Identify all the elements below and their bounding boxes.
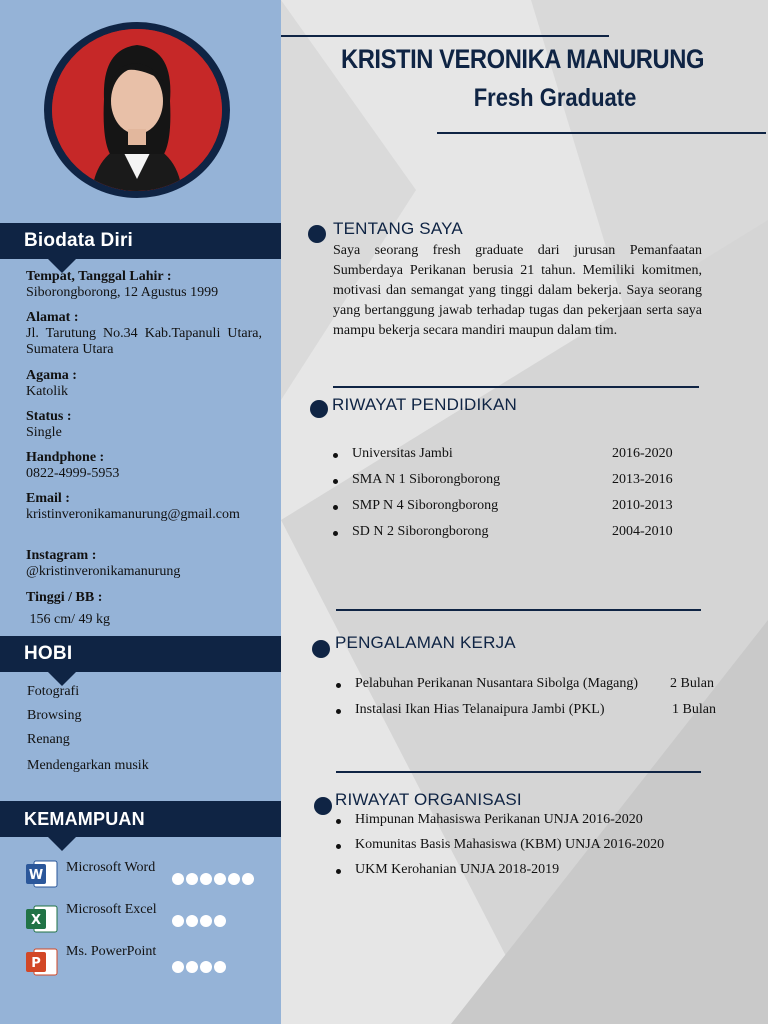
kemampuan-title: KEMAMPUAN <box>24 809 145 829</box>
rating-dot <box>214 961 226 973</box>
bullet <box>336 869 341 874</box>
rating-dot <box>186 961 198 973</box>
bullet <box>336 819 341 824</box>
section-title-organisasi: RIWAYAT ORGANISASI <box>335 790 522 809</box>
education-name: SMP N 4 Siborongborong <box>352 498 499 513</box>
skill-rating <box>172 915 226 927</box>
organization-name: Komunitas Basis Mahasiswa (KBM) UNJA 2016-2020 <box>355 837 665 852</box>
education-year: 2016-2020 <box>612 446 673 461</box>
section-title-pendidikan: RIWAYAT PENDIDIKAN <box>332 395 517 414</box>
section-title-tentang: TENTANG SAYA <box>333 219 463 238</box>
bio-value: Siborongborong, 12 Agustus 1999 <box>26 285 219 300</box>
header-rule-bottom <box>437 132 766 134</box>
bio-value: kristinveronikamanurung@gmail.com <box>26 507 240 522</box>
excel-icon <box>26 905 58 933</box>
bio-label: Tinggi / BB : <box>26 590 103 605</box>
rating-dot <box>200 873 212 885</box>
section-divider <box>333 386 699 388</box>
bullet <box>336 709 341 714</box>
skill-rating <box>172 873 254 885</box>
job-title: Fresh Graduate <box>473 84 637 112</box>
rating-dot <box>242 873 254 885</box>
experience-list <box>336 676 736 728</box>
full-name: KRISTIN VERONIKA MANURUNG <box>341 44 704 74</box>
bio-height-weight <box>26 590 262 628</box>
bio-value: 156 cm/ 49 kg <box>26 612 110 627</box>
bio-label: Status : <box>26 409 72 424</box>
rating-dot <box>200 961 212 973</box>
experience-duration: 2 Bulan <box>670 676 714 691</box>
bullet <box>336 844 341 849</box>
section-divider <box>336 609 701 611</box>
hobby-item: Renang <box>27 732 70 747</box>
biodata-banner <box>0 223 281 259</box>
bio-phone <box>26 450 262 482</box>
list-item <box>333 498 703 524</box>
kemampuan-banner <box>0 801 281 837</box>
bio-religion <box>26 368 262 400</box>
bio-value: @kristinveronikamanurung <box>26 564 181 579</box>
bio-label: Tempat, Tanggal Lahir : <box>26 269 172 284</box>
bio-label: Instagram : <box>26 548 97 563</box>
hobi-banner <box>0 636 281 672</box>
education-name: SD N 2 Siborongborong <box>352 524 489 539</box>
education-name: Universitas Jambi <box>352 446 453 461</box>
bio-label: Agama : <box>26 368 77 383</box>
about-text: Saya seorang fresh graduate dari jurusan Pemanfaatan Sumberdaya Perikanan berusia 21 tahun. Memiliki komitmen, motivasi dan semangat yang tinggi dalam bekerja. Saya seorang yang bertanggung jawab terhadap tugas dan pekerjaan serta saya mampu bekerja secara mandiri maupun dalam tim. <box>333 243 702 338</box>
biodata-title: Biodata Diri <box>24 230 134 251</box>
banner-notch <box>48 837 76 851</box>
bullet <box>333 479 338 484</box>
section-divider <box>336 771 701 773</box>
experience-name: Pelabuhan Perikanan Nusantara Sibolga (Magang) <box>355 676 639 691</box>
hobby-item: Browsing <box>27 708 82 723</box>
list-item <box>333 446 703 472</box>
rating-dot <box>214 873 226 885</box>
education-year: 2013-2016 <box>612 472 673 487</box>
bio-label: Email : <box>26 491 70 506</box>
rating-dot <box>214 915 226 927</box>
rating-dot <box>228 873 240 885</box>
profile-photo <box>52 29 222 191</box>
section-marker <box>314 797 332 815</box>
bio-label: Handphone : <box>26 450 105 465</box>
education-year: 2004-2010 <box>612 524 673 539</box>
header-rule-top <box>281 35 609 37</box>
section-marker <box>308 225 326 243</box>
rating-dot <box>172 873 184 885</box>
bullet <box>333 505 338 510</box>
list-item <box>336 676 736 702</box>
sidebar <box>0 0 281 1024</box>
bio-birth <box>26 269 262 301</box>
svg-text:W: W <box>28 868 44 883</box>
bio-value: Jl. Tarutung No.34 Kab.Tapanuli Utara, Sumatera Utara <box>26 326 262 357</box>
bio-email <box>26 491 262 523</box>
bio-status <box>26 409 262 441</box>
bio-value: 0822-4999-5953 <box>26 466 120 481</box>
bullet <box>333 453 338 458</box>
rating-dot <box>172 915 184 927</box>
rating-dot <box>172 961 184 973</box>
list-item <box>333 524 703 550</box>
skill-label: Microsoft Excel <box>66 902 157 917</box>
bullet <box>336 683 341 688</box>
hobi-title: HOBI <box>24 643 73 664</box>
education-year: 2010-2013 <box>612 498 673 513</box>
rating-dot <box>186 873 198 885</box>
bullet <box>333 531 338 536</box>
section-marker <box>310 400 328 418</box>
bio-label: Alamat : <box>26 310 79 325</box>
education-name: SMA N 1 Siborongborong <box>352 472 501 487</box>
rating-dot <box>186 915 198 927</box>
list-item <box>336 812 736 837</box>
list-item <box>336 862 736 887</box>
powerpoint-icon <box>26 948 58 976</box>
rating-dot <box>200 915 212 927</box>
bio-value: Single <box>26 425 62 440</box>
skill-label: Microsoft Word <box>66 860 156 875</box>
section-marker <box>312 640 330 658</box>
skill-rating <box>172 961 226 973</box>
experience-name: Instalasi Ikan Hias Telanaipura Jambi (PKL) <box>355 702 605 717</box>
list-item <box>336 837 736 862</box>
section-title-pengalaman: PENGALAMAN KERJA <box>335 633 516 652</box>
bio-value: Katolik <box>26 384 68 399</box>
svg-text:X: X <box>30 913 42 928</box>
hobby-item: Mendengarkan musik <box>27 758 149 773</box>
organization-list <box>336 812 736 887</box>
list-item <box>336 702 736 728</box>
hobby-item: Fotografi <box>27 684 80 699</box>
experience-duration: 1 Bulan <box>672 702 716 717</box>
organization-name: UKM Kerohanian UNJA 2018-2019 <box>355 862 560 877</box>
organization-name: Himpunan Mahasiswa Perikanan UNJA 2016-2020 <box>355 812 643 827</box>
bio-address <box>26 310 262 358</box>
skill-label: Ms. PowerPoint <box>66 944 157 959</box>
word-icon <box>26 860 58 888</box>
list-item <box>333 472 703 498</box>
bio-instagram <box>26 548 262 580</box>
education-list <box>333 446 703 550</box>
svg-text:P: P <box>31 956 41 971</box>
